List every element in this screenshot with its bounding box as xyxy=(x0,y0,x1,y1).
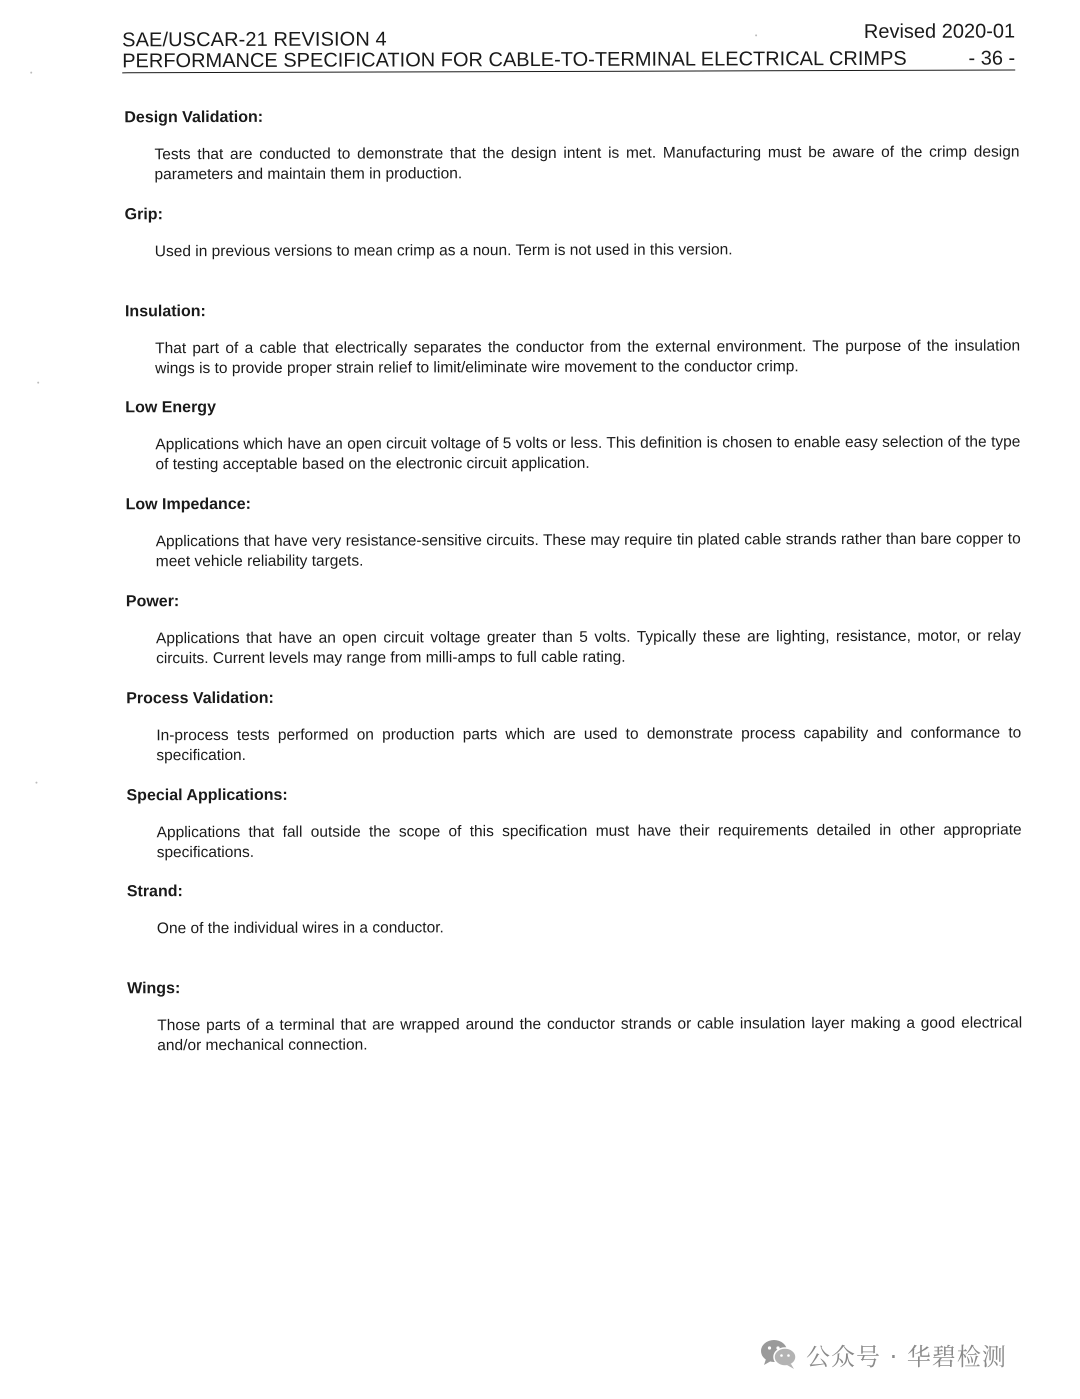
wechat-icon xyxy=(760,1338,798,1370)
term-definition: Applications that have very resistance-sensitive circuits. These may require tin plated cable strands rather than bare copper to meet vehicle reliability targets. xyxy=(155,530,1021,571)
document-title-line xyxy=(122,48,1015,74)
scan-speck xyxy=(37,382,39,384)
term-low-energy xyxy=(125,396,1020,496)
term-definition: Used in previous versions to mean crimp as a noun. Term is not used in this version. xyxy=(154,241,733,261)
term-process-validation xyxy=(126,686,1021,786)
term-grip xyxy=(125,202,1020,302)
term-title: Wings: xyxy=(127,980,181,998)
term-title: Low Impedance: xyxy=(125,496,251,514)
term-title: Special Applications: xyxy=(126,786,288,804)
term-definition: That part of a cable that electrically separates the conductor from the external environment. The purpose of the insulation wings is to provide proper strain relief to limit/eliminate wire movement to the conductor crimp. xyxy=(155,337,1021,377)
page-header xyxy=(122,21,1015,74)
term-definition: Applications that fall outside the scope of this specification must have their requirements detailed in other appropriate specifications. xyxy=(156,821,1022,861)
term-title: Power: xyxy=(125,593,180,611)
term-definition: Applications that have an open circuit voltage greater than 5 volts. Typically these are lighting, resistance, motor, or relay circuits. Current levels may range from milli-amps to full cable rating. xyxy=(155,627,1022,668)
term-insulation xyxy=(125,299,1020,399)
term-definition: One of the individual wires in a conductor. xyxy=(156,919,444,938)
term-low-impedance xyxy=(126,493,1021,593)
term-definition: Applications which have an open circuit voltage of 5 volts or less. This definition is chosen to enable easy selection of the type of testing acceptable based on the electronic circuit application. xyxy=(155,433,1021,474)
revision-date: Revised 2020-01 xyxy=(863,20,1016,43)
term-special-applications xyxy=(126,783,1021,883)
document-title: PERFORMANCE SPECIFICATION FOR CABLE-TO-TERMINAL ELECTRICAL CRIMPS xyxy=(122,47,907,73)
term-definition: Those parts of a terminal that are wrapped around the conductor strands or cable insulation layer making a good electrical and/or mechanical connection. xyxy=(157,1014,1023,1055)
term-title: Insulation: xyxy=(124,302,206,320)
term-wings xyxy=(127,977,1022,1077)
watermark xyxy=(760,1334,1007,1374)
term-definition: In-process tests performed on production parts which are used to demonstrate process capability and conformance to specification. xyxy=(156,724,1022,764)
document-id: SAE/USCAR-21 REVISION 4 xyxy=(122,28,387,52)
term-title: Strand: xyxy=(126,883,183,901)
term-strand xyxy=(127,880,1022,980)
term-title: Process Validation: xyxy=(126,689,274,708)
scan-speck xyxy=(30,72,32,74)
definitions-list xyxy=(124,105,1022,1076)
term-power xyxy=(126,589,1021,689)
term-design-validation xyxy=(124,105,1019,205)
term-title: Grip: xyxy=(124,205,163,224)
term-definition: Tests that are conducted to demonstrate that the design intent is met. Manufacturing must be aware of the crimp design parameters and maintain them in production. xyxy=(154,143,1020,184)
watermark-text: 公众号 · 华碧检测 xyxy=(806,1342,1007,1371)
term-title: Low Energy xyxy=(125,399,216,417)
scan-speck xyxy=(35,782,37,784)
scan-speck xyxy=(755,34,757,36)
term-title: Design Validation: xyxy=(124,108,264,127)
page-number: - 36 - xyxy=(968,47,1016,70)
